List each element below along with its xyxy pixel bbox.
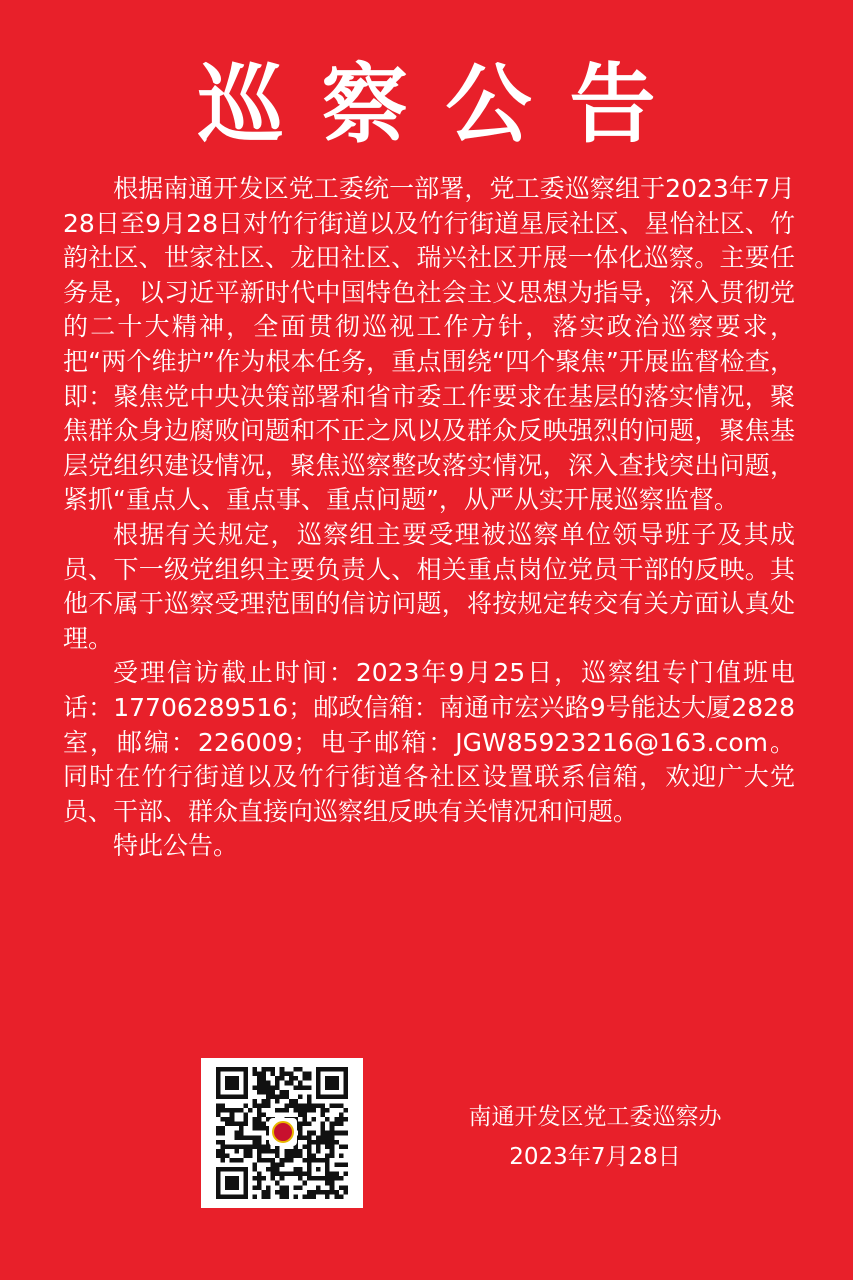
signature-date: 2023年7月28日 bbox=[509, 1144, 681, 1170]
paragraph-contact-info: 受理信访截止时间：2023年9月25日，巡察组专门值班电话：17706289516；邮政信箱：南通市宏兴路9号能达大厦2828室，邮编：226009；电子邮箱：JGW85923216@163.com。同时在竹行街道以及竹行街道各社区设置联系信箱，欢迎广大党员、干部、群众直接向巡察组反映有关情况和问题。 bbox=[63, 658, 795, 826]
paragraph-closing: 特此公告。 bbox=[113, 831, 239, 861]
signature-org: 南通开发区党工委巡察办 bbox=[468, 1104, 722, 1130]
party-emblem-icon bbox=[272, 1121, 294, 1143]
paragraph-acceptance-scope: 根据有关规定，巡察组主要受理被巡察单位领导班子及其成员、下一级党组织主要负责人、相关重点岗位党员干部的反映。其他不属于巡察受理范围的信访问题，将按规定转交有关方面认真处理。 bbox=[63, 519, 795, 653]
notice-body bbox=[63, 172, 795, 864]
qr-code-icon[interactable] bbox=[201, 1058, 363, 1208]
paragraph-main-tasks: 根据南通开发区党工委统一部署，党工委巡察组于2023年7月28日至9月28日对竹行街道以及竹行街道星辰社区、星怡社区、竹韵社区、世家社区、龙田社区、瑞兴社区开展一体化巡察。主要任务是，以习近平新时代中国特色社会主义思想为指导，深入贯彻党的二十大精神，全面贯彻巡视工作方针，落实政治巡察要求，把“两个维护”作为根本任务，重点围绕“四个聚焦”开展监督检查，即：聚焦党中央决策部署和省市委工作要求在基层的落实情况，聚焦群众身边腐败问题和不正之风以及群众反映强烈的问题，聚焦基层党组织建设情况，聚焦巡察整改落实情况，深入查找突出问题，紧抓“重点人、重点事、重点问题”，从严从实开展巡察监督。 bbox=[63, 174, 795, 515]
qr-center-logo bbox=[269, 1118, 297, 1146]
page-title: 巡察公告 bbox=[197, 54, 694, 155]
signature-block bbox=[430, 1097, 760, 1177]
